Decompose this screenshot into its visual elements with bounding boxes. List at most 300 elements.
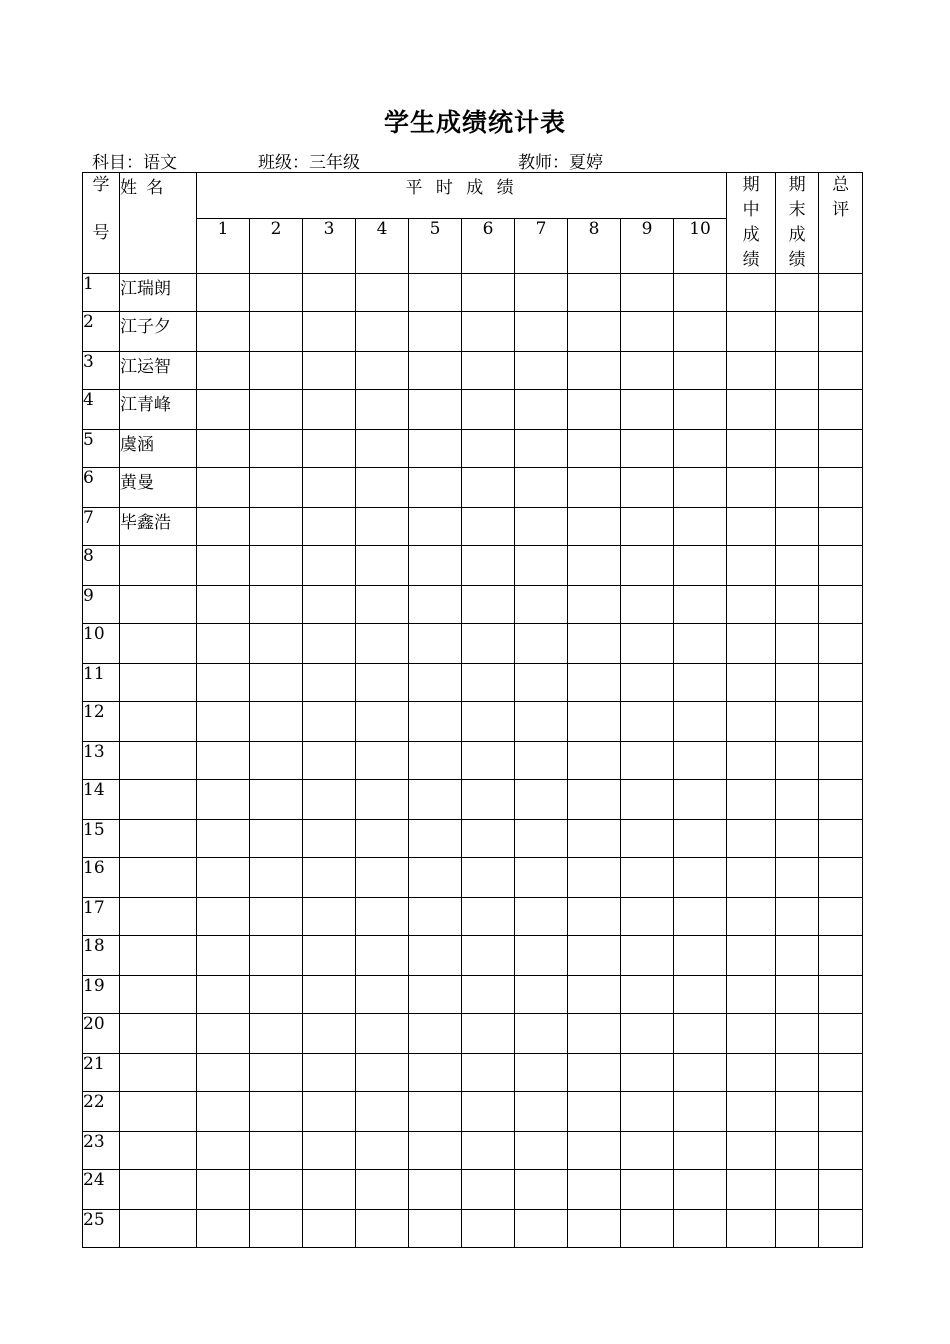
regular-score-cell[interactable] xyxy=(621,586,674,624)
regular-score-cell[interactable] xyxy=(409,820,462,858)
regular-score-cell[interactable] xyxy=(621,274,674,312)
regular-score-cell[interactable] xyxy=(621,976,674,1014)
regular-score-cell[interactable] xyxy=(409,858,462,898)
regular-score-cell[interactable] xyxy=(674,742,727,780)
overall-cell[interactable] xyxy=(819,898,863,936)
regular-score-cell[interactable] xyxy=(462,586,515,624)
regular-score-cell[interactable] xyxy=(568,312,621,352)
regular-score-cell[interactable] xyxy=(356,820,409,858)
regular-score-cell[interactable] xyxy=(462,1132,515,1170)
regular-score-cell[interactable] xyxy=(515,936,568,976)
regular-score-cell[interactable] xyxy=(515,898,568,936)
regular-score-cell[interactable] xyxy=(250,936,303,976)
regular-score-cell[interactable] xyxy=(409,468,462,508)
regular-score-cell[interactable] xyxy=(356,936,409,976)
regular-score-cell[interactable] xyxy=(674,936,727,976)
midterm-score-cell[interactable] xyxy=(727,390,776,430)
regular-score-cell[interactable] xyxy=(250,820,303,858)
regular-score-cell[interactable] xyxy=(674,1132,727,1170)
regular-score-cell[interactable] xyxy=(568,390,621,430)
regular-score-cell[interactable] xyxy=(356,546,409,586)
regular-score-cell[interactable] xyxy=(303,820,356,858)
midterm-score-cell[interactable] xyxy=(727,780,776,820)
regular-score-cell[interactable] xyxy=(356,702,409,742)
regular-score-cell[interactable] xyxy=(303,390,356,430)
regular-score-cell[interactable] xyxy=(250,858,303,898)
midterm-score-cell[interactable] xyxy=(727,352,776,390)
regular-score-cell[interactable] xyxy=(303,780,356,820)
midterm-score-cell[interactable] xyxy=(727,1170,776,1210)
regular-score-cell[interactable] xyxy=(303,312,356,352)
regular-score-cell[interactable] xyxy=(515,1092,568,1132)
final-score-cell[interactable] xyxy=(776,780,819,820)
overall-cell[interactable] xyxy=(819,624,863,664)
regular-score-cell[interactable] xyxy=(409,702,462,742)
overall-cell[interactable] xyxy=(819,1170,863,1210)
regular-score-cell[interactable] xyxy=(674,624,727,664)
regular-score-cell[interactable] xyxy=(197,976,250,1014)
regular-score-cell[interactable] xyxy=(409,546,462,586)
final-score-cell[interactable] xyxy=(776,936,819,976)
regular-score-cell[interactable] xyxy=(674,390,727,430)
regular-score-cell[interactable] xyxy=(515,742,568,780)
regular-score-cell[interactable] xyxy=(303,430,356,468)
regular-score-cell[interactable] xyxy=(409,508,462,546)
regular-score-cell[interactable] xyxy=(303,586,356,624)
regular-score-cell[interactable] xyxy=(356,390,409,430)
regular-score-cell[interactable] xyxy=(250,468,303,508)
regular-score-cell[interactable] xyxy=(197,1132,250,1170)
regular-score-cell[interactable] xyxy=(250,586,303,624)
regular-score-cell[interactable] xyxy=(356,976,409,1014)
regular-score-cell[interactable] xyxy=(409,664,462,702)
regular-score-cell[interactable] xyxy=(250,780,303,820)
regular-score-cell[interactable] xyxy=(197,858,250,898)
midterm-score-cell[interactable] xyxy=(727,546,776,586)
regular-score-cell[interactable] xyxy=(674,312,727,352)
regular-score-cell[interactable] xyxy=(515,430,568,468)
regular-score-cell[interactable] xyxy=(409,1054,462,1092)
overall-cell[interactable] xyxy=(819,1092,863,1132)
regular-score-cell[interactable] xyxy=(621,1014,674,1054)
regular-score-cell[interactable] xyxy=(515,586,568,624)
regular-score-cell[interactable] xyxy=(303,352,356,390)
regular-score-cell[interactable] xyxy=(197,820,250,858)
overall-cell[interactable] xyxy=(819,468,863,508)
regular-score-cell[interactable] xyxy=(250,702,303,742)
regular-score-cell[interactable] xyxy=(621,664,674,702)
regular-score-cell[interactable] xyxy=(621,352,674,390)
regular-score-cell[interactable] xyxy=(568,624,621,664)
final-score-cell[interactable] xyxy=(776,820,819,858)
regular-score-cell[interactable] xyxy=(250,430,303,468)
regular-score-cell[interactable] xyxy=(515,1132,568,1170)
regular-score-cell[interactable] xyxy=(674,274,727,312)
regular-score-cell[interactable] xyxy=(250,390,303,430)
regular-score-cell[interactable] xyxy=(303,1014,356,1054)
regular-score-cell[interactable] xyxy=(197,780,250,820)
regular-score-cell[interactable] xyxy=(197,664,250,702)
regular-score-cell[interactable] xyxy=(462,976,515,1014)
midterm-score-cell[interactable] xyxy=(727,820,776,858)
final-score-cell[interactable] xyxy=(776,1132,819,1170)
regular-score-cell[interactable] xyxy=(621,1132,674,1170)
regular-score-cell[interactable] xyxy=(568,1210,621,1248)
regular-score-cell[interactable] xyxy=(462,312,515,352)
regular-score-cell[interactable] xyxy=(250,976,303,1014)
midterm-score-cell[interactable] xyxy=(727,858,776,898)
overall-cell[interactable] xyxy=(819,702,863,742)
regular-score-cell[interactable] xyxy=(197,898,250,936)
regular-score-cell[interactable] xyxy=(250,508,303,546)
regular-score-cell[interactable] xyxy=(250,546,303,586)
final-score-cell[interactable] xyxy=(776,858,819,898)
regular-score-cell[interactable] xyxy=(674,1054,727,1092)
regular-score-cell[interactable] xyxy=(674,780,727,820)
final-score-cell[interactable] xyxy=(776,1210,819,1248)
regular-score-cell[interactable] xyxy=(462,898,515,936)
regular-score-cell[interactable] xyxy=(409,976,462,1014)
regular-score-cell[interactable] xyxy=(250,624,303,664)
regular-score-cell[interactable] xyxy=(197,1092,250,1132)
regular-score-cell[interactable] xyxy=(674,702,727,742)
regular-score-cell[interactable] xyxy=(303,468,356,508)
midterm-score-cell[interactable] xyxy=(727,1054,776,1092)
regular-score-cell[interactable] xyxy=(462,508,515,546)
final-score-cell[interactable] xyxy=(776,702,819,742)
overall-cell[interactable] xyxy=(819,508,863,546)
regular-score-cell[interactable] xyxy=(515,274,568,312)
regular-score-cell[interactable] xyxy=(674,546,727,586)
regular-score-cell[interactable] xyxy=(356,468,409,508)
overall-cell[interactable] xyxy=(819,976,863,1014)
regular-score-cell[interactable] xyxy=(250,664,303,702)
regular-score-cell[interactable] xyxy=(409,1092,462,1132)
regular-score-cell[interactable] xyxy=(568,858,621,898)
regular-score-cell[interactable] xyxy=(356,586,409,624)
regular-score-cell[interactable] xyxy=(674,508,727,546)
regular-score-cell[interactable] xyxy=(621,1092,674,1132)
regular-score-cell[interactable] xyxy=(356,1092,409,1132)
regular-score-cell[interactable] xyxy=(568,1014,621,1054)
final-score-cell[interactable] xyxy=(776,898,819,936)
regular-score-cell[interactable] xyxy=(356,742,409,780)
regular-score-cell[interactable] xyxy=(515,780,568,820)
regular-score-cell[interactable] xyxy=(303,546,356,586)
final-score-cell[interactable] xyxy=(776,546,819,586)
regular-score-cell[interactable] xyxy=(409,1210,462,1248)
regular-score-cell[interactable] xyxy=(462,546,515,586)
regular-score-cell[interactable] xyxy=(409,312,462,352)
regular-score-cell[interactable] xyxy=(250,312,303,352)
regular-score-cell[interactable] xyxy=(409,586,462,624)
regular-score-cell[interactable] xyxy=(250,1014,303,1054)
final-score-cell[interactable] xyxy=(776,508,819,546)
regular-score-cell[interactable] xyxy=(409,624,462,664)
overall-cell[interactable] xyxy=(819,390,863,430)
final-score-cell[interactable] xyxy=(776,312,819,352)
regular-score-cell[interactable] xyxy=(621,858,674,898)
regular-score-cell[interactable] xyxy=(356,780,409,820)
regular-score-cell[interactable] xyxy=(356,664,409,702)
regular-score-cell[interactable] xyxy=(674,976,727,1014)
regular-score-cell[interactable] xyxy=(462,624,515,664)
regular-score-cell[interactable] xyxy=(356,1132,409,1170)
regular-score-cell[interactable] xyxy=(568,274,621,312)
final-score-cell[interactable] xyxy=(776,1092,819,1132)
regular-score-cell[interactable] xyxy=(303,508,356,546)
regular-score-cell[interactable] xyxy=(409,742,462,780)
regular-score-cell[interactable] xyxy=(409,1132,462,1170)
regular-score-cell[interactable] xyxy=(303,1132,356,1170)
final-score-cell[interactable] xyxy=(776,586,819,624)
regular-score-cell[interactable] xyxy=(250,352,303,390)
midterm-score-cell[interactable] xyxy=(727,508,776,546)
regular-score-cell[interactable] xyxy=(568,664,621,702)
regular-score-cell[interactable] xyxy=(197,1014,250,1054)
midterm-score-cell[interactable] xyxy=(727,468,776,508)
regular-score-cell[interactable] xyxy=(462,468,515,508)
regular-score-cell[interactable] xyxy=(303,1092,356,1132)
regular-score-cell[interactable] xyxy=(197,508,250,546)
final-score-cell[interactable] xyxy=(776,352,819,390)
regular-score-cell[interactable] xyxy=(621,430,674,468)
regular-score-cell[interactable] xyxy=(303,702,356,742)
regular-score-cell[interactable] xyxy=(462,820,515,858)
regular-score-cell[interactable] xyxy=(250,1092,303,1132)
regular-score-cell[interactable] xyxy=(621,468,674,508)
regular-score-cell[interactable] xyxy=(356,624,409,664)
regular-score-cell[interactable] xyxy=(621,508,674,546)
regular-score-cell[interactable] xyxy=(621,898,674,936)
regular-score-cell[interactable] xyxy=(621,312,674,352)
regular-score-cell[interactable] xyxy=(303,976,356,1014)
regular-score-cell[interactable] xyxy=(409,430,462,468)
regular-score-cell[interactable] xyxy=(250,1170,303,1210)
regular-score-cell[interactable] xyxy=(515,1170,568,1210)
regular-score-cell[interactable] xyxy=(409,780,462,820)
regular-score-cell[interactable] xyxy=(621,820,674,858)
regular-score-cell[interactable] xyxy=(197,390,250,430)
regular-score-cell[interactable] xyxy=(674,586,727,624)
regular-score-cell[interactable] xyxy=(356,274,409,312)
regular-score-cell[interactable] xyxy=(409,898,462,936)
final-score-cell[interactable] xyxy=(776,430,819,468)
regular-score-cell[interactable] xyxy=(515,702,568,742)
midterm-score-cell[interactable] xyxy=(727,936,776,976)
regular-score-cell[interactable] xyxy=(303,1210,356,1248)
overall-cell[interactable] xyxy=(819,586,863,624)
overall-cell[interactable] xyxy=(819,312,863,352)
regular-score-cell[interactable] xyxy=(356,1054,409,1092)
regular-score-cell[interactable] xyxy=(462,390,515,430)
midterm-score-cell[interactable] xyxy=(727,624,776,664)
regular-score-cell[interactable] xyxy=(568,820,621,858)
overall-cell[interactable] xyxy=(819,1054,863,1092)
regular-score-cell[interactable] xyxy=(568,702,621,742)
regular-score-cell[interactable] xyxy=(462,936,515,976)
regular-score-cell[interactable] xyxy=(621,1170,674,1210)
regular-score-cell[interactable] xyxy=(568,468,621,508)
overall-cell[interactable] xyxy=(819,858,863,898)
regular-score-cell[interactable] xyxy=(303,274,356,312)
regular-score-cell[interactable] xyxy=(674,1170,727,1210)
final-score-cell[interactable] xyxy=(776,274,819,312)
regular-score-cell[interactable] xyxy=(568,1054,621,1092)
regular-score-cell[interactable] xyxy=(197,430,250,468)
regular-score-cell[interactable] xyxy=(515,976,568,1014)
regular-score-cell[interactable] xyxy=(621,780,674,820)
regular-score-cell[interactable] xyxy=(197,742,250,780)
regular-score-cell[interactable] xyxy=(303,1054,356,1092)
midterm-score-cell[interactable] xyxy=(727,1014,776,1054)
regular-score-cell[interactable] xyxy=(356,898,409,936)
regular-score-cell[interactable] xyxy=(197,352,250,390)
regular-score-cell[interactable] xyxy=(674,352,727,390)
midterm-score-cell[interactable] xyxy=(727,586,776,624)
regular-score-cell[interactable] xyxy=(621,624,674,664)
regular-score-cell[interactable] xyxy=(515,390,568,430)
midterm-score-cell[interactable] xyxy=(727,430,776,468)
regular-score-cell[interactable] xyxy=(515,468,568,508)
overall-cell[interactable] xyxy=(819,742,863,780)
regular-score-cell[interactable] xyxy=(621,936,674,976)
regular-score-cell[interactable] xyxy=(462,664,515,702)
regular-score-cell[interactable] xyxy=(197,1054,250,1092)
regular-score-cell[interactable] xyxy=(462,430,515,468)
regular-score-cell[interactable] xyxy=(462,1210,515,1248)
midterm-score-cell[interactable] xyxy=(727,702,776,742)
midterm-score-cell[interactable] xyxy=(727,742,776,780)
midterm-score-cell[interactable] xyxy=(727,664,776,702)
midterm-score-cell[interactable] xyxy=(727,898,776,936)
regular-score-cell[interactable] xyxy=(515,546,568,586)
regular-score-cell[interactable] xyxy=(409,1014,462,1054)
overall-cell[interactable] xyxy=(819,352,863,390)
regular-score-cell[interactable] xyxy=(568,780,621,820)
regular-score-cell[interactable] xyxy=(409,390,462,430)
regular-score-cell[interactable] xyxy=(197,1170,250,1210)
regular-score-cell[interactable] xyxy=(621,742,674,780)
midterm-score-cell[interactable] xyxy=(727,1092,776,1132)
overall-cell[interactable] xyxy=(819,274,863,312)
midterm-score-cell[interactable] xyxy=(727,274,776,312)
final-score-cell[interactable] xyxy=(776,664,819,702)
regular-score-cell[interactable] xyxy=(303,1170,356,1210)
regular-score-cell[interactable] xyxy=(515,352,568,390)
regular-score-cell[interactable] xyxy=(197,546,250,586)
midterm-score-cell[interactable] xyxy=(727,312,776,352)
regular-score-cell[interactable] xyxy=(356,1014,409,1054)
regular-score-cell[interactable] xyxy=(515,624,568,664)
regular-score-cell[interactable] xyxy=(462,858,515,898)
regular-score-cell[interactable] xyxy=(674,1210,727,1248)
regular-score-cell[interactable] xyxy=(568,976,621,1014)
regular-score-cell[interactable] xyxy=(356,1170,409,1210)
regular-score-cell[interactable] xyxy=(250,1132,303,1170)
regular-score-cell[interactable] xyxy=(568,1170,621,1210)
regular-score-cell[interactable] xyxy=(568,936,621,976)
regular-score-cell[interactable] xyxy=(462,702,515,742)
regular-score-cell[interactable] xyxy=(197,1210,250,1248)
regular-score-cell[interactable] xyxy=(462,1092,515,1132)
overall-cell[interactable] xyxy=(819,546,863,586)
regular-score-cell[interactable] xyxy=(303,858,356,898)
overall-cell[interactable] xyxy=(819,664,863,702)
regular-score-cell[interactable] xyxy=(515,664,568,702)
regular-score-cell[interactable] xyxy=(515,1210,568,1248)
regular-score-cell[interactable] xyxy=(197,312,250,352)
regular-score-cell[interactable] xyxy=(462,1014,515,1054)
regular-score-cell[interactable] xyxy=(462,274,515,312)
regular-score-cell[interactable] xyxy=(197,274,250,312)
overall-cell[interactable] xyxy=(819,1210,863,1248)
midterm-score-cell[interactable] xyxy=(727,1210,776,1248)
regular-score-cell[interactable] xyxy=(515,312,568,352)
regular-score-cell[interactable] xyxy=(303,898,356,936)
regular-score-cell[interactable] xyxy=(197,586,250,624)
regular-score-cell[interactable] xyxy=(250,1210,303,1248)
regular-score-cell[interactable] xyxy=(568,430,621,468)
regular-score-cell[interactable] xyxy=(303,936,356,976)
regular-score-cell[interactable] xyxy=(462,780,515,820)
final-score-cell[interactable] xyxy=(776,976,819,1014)
final-score-cell[interactable] xyxy=(776,742,819,780)
final-score-cell[interactable] xyxy=(776,1014,819,1054)
regular-score-cell[interactable] xyxy=(674,858,727,898)
regular-score-cell[interactable] xyxy=(621,1054,674,1092)
regular-score-cell[interactable] xyxy=(356,858,409,898)
regular-score-cell[interactable] xyxy=(621,1210,674,1248)
overall-cell[interactable] xyxy=(819,936,863,976)
overall-cell[interactable] xyxy=(819,820,863,858)
regular-score-cell[interactable] xyxy=(462,1170,515,1210)
regular-score-cell[interactable] xyxy=(568,546,621,586)
regular-score-cell[interactable] xyxy=(409,352,462,390)
regular-score-cell[interactable] xyxy=(197,468,250,508)
regular-score-cell[interactable] xyxy=(409,274,462,312)
regular-score-cell[interactable] xyxy=(568,352,621,390)
regular-score-cell[interactable] xyxy=(621,546,674,586)
final-score-cell[interactable] xyxy=(776,1054,819,1092)
regular-score-cell[interactable] xyxy=(674,430,727,468)
regular-score-cell[interactable] xyxy=(462,1054,515,1092)
regular-score-cell[interactable] xyxy=(568,1132,621,1170)
regular-score-cell[interactable] xyxy=(568,742,621,780)
final-score-cell[interactable] xyxy=(776,624,819,664)
final-score-cell[interactable] xyxy=(776,390,819,430)
overall-cell[interactable] xyxy=(819,780,863,820)
regular-score-cell[interactable] xyxy=(674,468,727,508)
overall-cell[interactable] xyxy=(819,1014,863,1054)
regular-score-cell[interactable] xyxy=(250,742,303,780)
regular-score-cell[interactable] xyxy=(515,858,568,898)
regular-score-cell[interactable] xyxy=(515,508,568,546)
regular-score-cell[interactable] xyxy=(568,1092,621,1132)
final-score-cell[interactable] xyxy=(776,468,819,508)
regular-score-cell[interactable] xyxy=(303,624,356,664)
midterm-score-cell[interactable] xyxy=(727,1132,776,1170)
regular-score-cell[interactable] xyxy=(356,430,409,468)
regular-score-cell[interactable] xyxy=(409,1170,462,1210)
regular-score-cell[interactable] xyxy=(515,820,568,858)
regular-score-cell[interactable] xyxy=(674,1092,727,1132)
regular-score-cell[interactable] xyxy=(621,702,674,742)
regular-score-cell[interactable] xyxy=(515,1014,568,1054)
regular-score-cell[interactable] xyxy=(674,1014,727,1054)
regular-score-cell[interactable] xyxy=(356,352,409,390)
regular-score-cell[interactable] xyxy=(303,742,356,780)
